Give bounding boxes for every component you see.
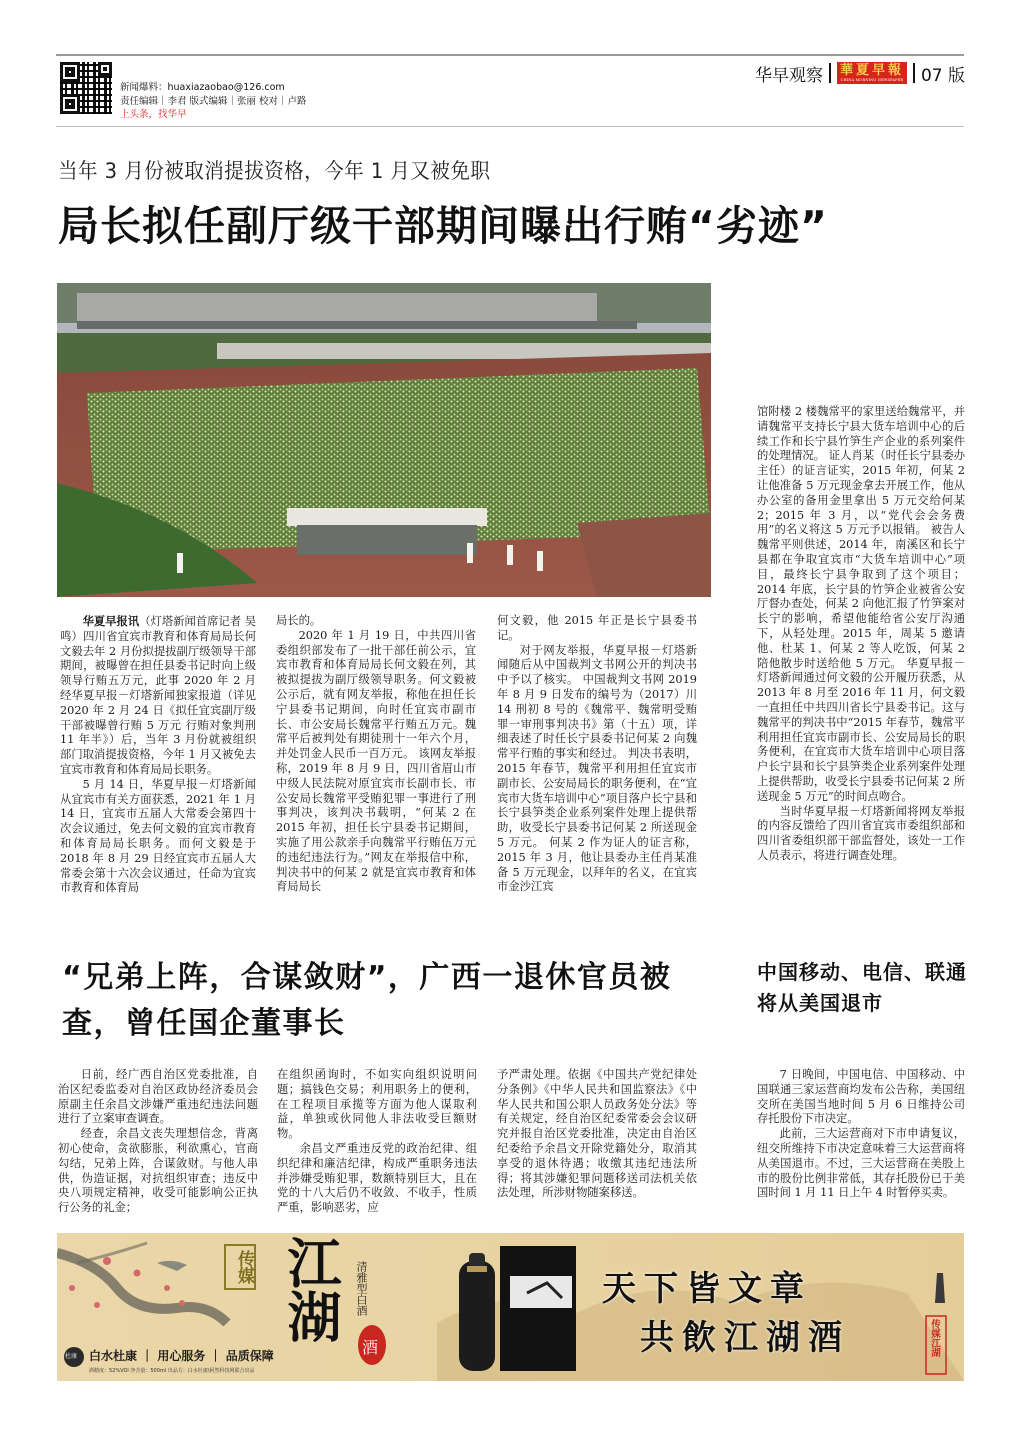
header-rule <box>56 126 964 127</box>
page-number: 07 版 <box>920 65 965 86</box>
lead-paragraph: 局长的。 <box>276 614 322 627</box>
second-headline: “兄弟上阵，合谋敛财”，广西一退休官员被查，曾任国企董事长 <box>62 960 672 1041</box>
corner-seal: 传媒江湖 <box>929 1319 940 1357</box>
liquor-box-icon <box>500 1246 576 1371</box>
crane-icon <box>157 1261 187 1271</box>
second-paragraph: 余昌文严重违反党的政治纪律、组织纪律和廉洁纪律，构成严重职务违法并涉嫌受贿犯罪，数额特别巨大，且在党的十八大后仍不收敛、不收手，性质严重，影响恶劣，应 <box>277 1141 477 1215</box>
product-type: 清雅型白酒 <box>355 1261 368 1316</box>
lead-paragraph: 馆附楼 2 楼魏常平的家里送给魏常平，并请魏常平支持长宁县大货车培训中心的后续工作和长宁县竹笋生产企业的系列案件的处理情况。 证人肖某（时任长宁县委办主任）的证言证实，2015 年初，何某 2 让他准备 5 万元现金拿去开展工作，他从办公室的备用金里拿出 5 万元交给何某 2；2015 年 3 月，以“党代会会务费用”的名义将这 5 万元予以报销。 被告人魏常平则供述，2014 年，南溪区和长宁县都在争取宜宾市“大货车培训中心”项目，最终长宁县争取到了这个项目；2014 年底，长宁县的竹笋企业被省公安厅督办查处，何某 2 向他汇报了竹笋案对长宁的影响，希望他能给省公安厅沟通下，从轻处理。2015 年，周某 5 邀请他、杜某 1、何某 2 等人吃饭，何某 2 陪他散步时送给他 5 万元。 华夏早报－灯塔新闻通过何文毅的公开履历获悉，从 2013 年 8 月至 2016 年 11 月，何文毅一直担任中共四川省长宁县委书记。这与魏常平的判决书中“2015 年春节，魏常平利用担任宜宾市副市长、公安局局长的职务便利，在宜宾市大货车培训中心项目落户长宁县和长宁县笋类企业系列案件处理上提供帮助，收受长宁县委书记何某 2 所送现金 5 万元”的时间点吻合。 <box>757 405 965 803</box>
dukang-logo-text: 杜康 <box>65 1353 78 1360</box>
lead-paragraph: 华夏早报讯（灯塔新闻首席记者 吴鸣）四川省宜宾市教育和体育局局长何文毅去年 2 月份拟提拔副厅级领导干部期间，被曝曾在担任县委书记时向上级领导行贿五万元，此事 2020 年 2 月经华夏早报－灯塔新闻独家报道（详见 2020 年 2 月 24 日《拟任宜宾副厅级干部被曝曾行贿 5 万元 行贿对象判刑 11 年半》）后，当年 3 月份就被组织部门取消提拔资格，今年 1 月又被免去宜宾市教育和体育局局长职务。 <box>60 614 256 776</box>
liquor-bottle-icon <box>459 1261 495 1371</box>
tagline-line-1: 天下皆文章 <box>602 1269 812 1309</box>
third-paragraph: 7 日晚间，中国电信、中国移动、中国联通三家运营商均发布公告称，美国纽交所在美国当地时间 5 月 6 日维持公司存托股份下市决定。 <box>757 1068 965 1126</box>
byline: 华夏早报讯 <box>82 614 140 628</box>
lead-headline: 局长拟任副厅级干部期间曝出行贿“劣迹” <box>58 202 828 250</box>
lead-paragraph: 当时华夏早报－灯塔新闻将网友举报的内容反馈给了四川省宜宾市委组织部和四川省委组织部干部监督处，该处一工作人员表示，将进行调查处理。 <box>757 804 965 862</box>
third-article-body <box>757 1068 965 1201</box>
lead-paragraph: 对于网友举报，华夏早报－灯塔新闻随后从中国裁判文书网公开的判决书中予以了核实。 中国裁判文书网 2019 年 8 月 9 日发布的编号为（2017）川 14 刑初 8 号的《魏常平、魏常明受贿罪一审刑事判决书》第（十五）项，详细表述了时任长宁县委书记何某 2 向魏常平行贿的事实和经过。 判决书表明，2015 年春节，魏常平利用担任宜宾市副市长、公安局局长的职务便利，在“宜宾市大货车培训中心”项目落户长宁县和长宁县笋类企业系列案件处理上提供帮助，收受长宁县委书记何某 2 所送现金 5 万元。 何某 2 作为证人的证言称，2015 年 3 月，他让县委办主任肖某准备 5 万元现金，以拜年的名义，在宜宾市金沙江宾 <box>497 643 697 894</box>
lead-paragraph: 何文毅，他 2015 年正是长宁县委书记。 <box>497 614 697 642</box>
third-paragraph: 此前，三大运营商对下市申请复议，纽交所维持下市决定意味着三大运营商将从美国退市。不过，三大运营商在美股上市的股份比例非常低，其存托股份已于美国时间 1 月 11 日上午 4 时暂停买卖。 <box>757 1127 965 1200</box>
divider <box>913 63 915 83</box>
lead-article-col-2 <box>276 614 476 895</box>
lead-kicker: 当年 3 月份被取消提拔资格，今年 1 月又被免职 <box>58 159 491 183</box>
lead-article-col-3 <box>497 614 697 895</box>
second-paragraph: 日前，经广西自治区党委批准，自治区纪委监委对自治区政协经济委员会原副主任余昌文涉嫌严重违纪违法问题进行了立案审查调查。 <box>58 1068 258 1126</box>
lead-article-col-1 <box>60 614 256 896</box>
lead-article-col-4 <box>757 405 965 864</box>
swordsman-icon <box>935 1273 945 1303</box>
second-article-col-2 <box>277 1068 477 1216</box>
divider <box>829 63 831 83</box>
second-article-col-3 <box>497 1068 697 1201</box>
second-article-col-1 <box>58 1068 258 1216</box>
second-paragraph: 予严肃处理。依据《中国共产党纪律处分条例》《中华人民共和国监察法》《中华人民共和国公职人员政务处分法》等有关规定，经自治区纪委常委会会议研究并报自治区党委批准，决定由自治区纪委给予余昌文开除党籍处分，取消其享受的退休待遇；收缴其违纪违法所得；将其涉嫌犯罪问题移送司法机关依法处理，所涉财物随案移送。 <box>497 1068 697 1200</box>
company-slogan: 白水杜康 ｜ 用心服务 ｜ 品质保障 <box>89 1349 274 1363</box>
third-headline: 中国移动、电信、联通将从美国退市 <box>757 960 967 1015</box>
lead-paragraph: 2020 年 1 月 19 日，中共四川省委组织部发布了一批干部任前公示，宜宾市教育和体育局局长何文毅在列，其被拟提拔为副厅级领导职务。何文毅被公示后，就有网友举报，称他在担任长宁县委书记期间，向时任宜宾市副市长、市公安局长魏常平行贿五万元。魏常平后被判处有期徒刑十一年六个月，并处罚金人民币一百万元。 该网友举报称，2019 年 8 月 9 日，四川省眉山市中级人民法院对原宜宾市长副市长、市公安局长魏常平受贿犯罪一事进行了刑事判决，该判决书载明，“何某 2 在 2015 年初，担任长宁县委书记期间，实施了用公款亲手向魏常平行贿伍万元的违纪违法行为。”网友在举报信中称，判决书中的何某 2 就是宜宾市教育和体育局局长 <box>276 628 476 894</box>
section-header <box>755 60 965 86</box>
brand-calligraphy: 江湖 <box>279 1235 343 1343</box>
contact-email[interactable]: 新闻爆料：huaxiazaobao@126.com <box>120 82 285 93</box>
editors-line: 责任编辑｜李君 版式编辑｜张丽 校对｜卢路 <box>120 95 307 107</box>
seal-char: 酒 <box>362 1338 379 1357</box>
liquor-advertisement[interactable] <box>57 1233 964 1381</box>
logo-cn: 華夏早報 <box>839 62 904 78</box>
slogan: 上头条，找华早 <box>120 109 187 120</box>
lead-photo <box>57 283 711 597</box>
masthead-meta <box>120 81 307 122</box>
second-paragraph: 在组织函询时，不如实向组织说明问题；搞钱色交易；利用职务上的便利，在工程项目承揽等方面为他人谋取利益，单独或伙同他人非法收受巨额财物。 <box>277 1068 477 1141</box>
plum-branch-icon <box>57 1253 227 1323</box>
section-name: 华早观察 <box>754 65 823 86</box>
tagline-line-2: 共飲江湖酒 <box>640 1318 850 1358</box>
newspaper-logo <box>837 62 907 84</box>
qr-code-icon[interactable] <box>60 62 112 114</box>
series-badge: 传媒 <box>224 1244 256 1290</box>
spec-line: 酒精度：52%VOl 净含量：500ml 出品方：白水杜康\阿然科技网联合出品 <box>89 1368 255 1374</box>
stadium-aerial-image <box>57 283 711 597</box>
top-rule <box>56 54 964 56</box>
logo-en: CHINA MORNING NEWSPAPER <box>840 77 904 82</box>
second-paragraph: 经查，余昌文丧失理想信念，背离初心使命，贪欲膨胀，利欲熏心，官商勾结，兄弟上阵，合谋敛财。与他人串供，伪造证据，对抗组织审查；违反中央八项规定精神，收受可能影响公正执行公务的礼金； <box>58 1127 258 1215</box>
lead-paragraph: 5 月 14 日，华夏早报－灯塔新闻从宜宾市有关方面获悉，2021 年 1 月 14 日，宜宾市五届人大常委会第四十次会议通过，免去何文毅的宜宾市教育和体育局局长职务。而何文毅是于 2018 年 8 月 29 日经宜宾市五届人大常委会第十六次会议通过，任命为宜宾市教育和体育局 <box>60 777 256 895</box>
